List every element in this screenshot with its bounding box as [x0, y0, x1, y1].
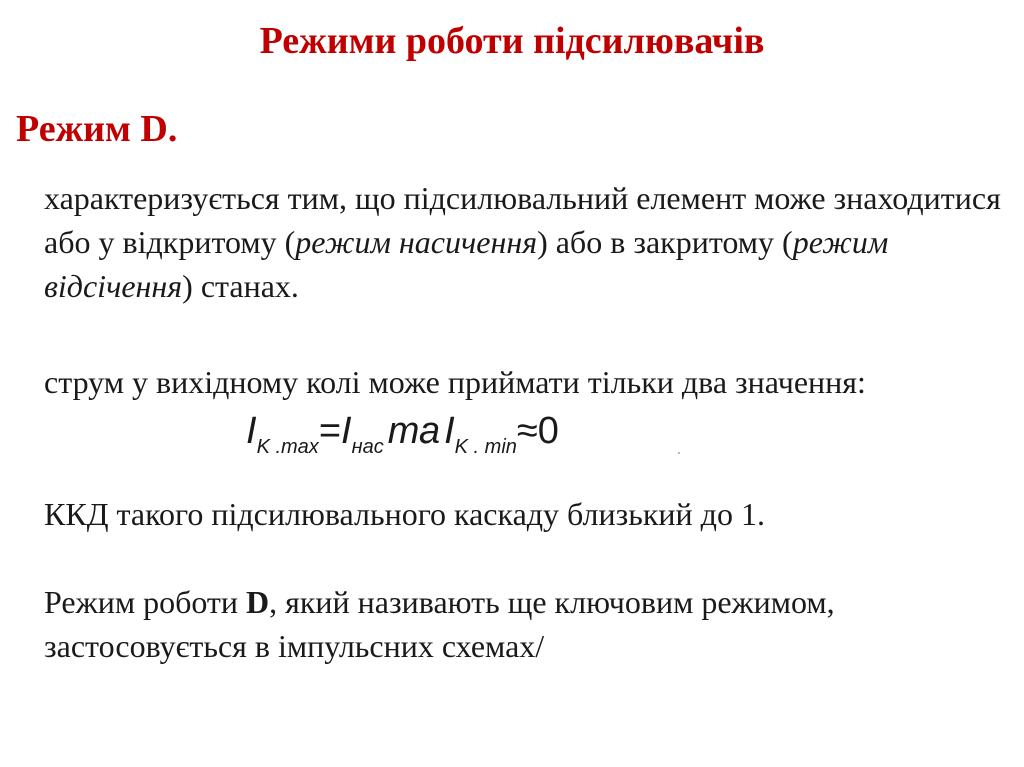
- p4-text-1: Режим роботи: [44, 584, 247, 620]
- p1-text-1: характеризується тим, що підсилювальний елемент може знаходитися або у відкритому (: [44, 180, 1001, 260]
- p4-bold-d: D: [246, 584, 270, 620]
- current-formula: [246, 412, 559, 457]
- p1-text-3: ) станах.: [182, 268, 299, 304]
- formula-sub2: нас: [351, 436, 384, 458]
- p1-text-2: ) або в закритому (: [537, 224, 793, 260]
- slide-title: Режими роботи підсилювачів: [259, 20, 765, 62]
- p4-text-2: , який називають ще ключовим режимом, застосовується в імпульсних схемах/: [44, 584, 835, 664]
- paragraph-efficiency: [44, 492, 1004, 536]
- formula-sub1: K .max: [256, 436, 319, 458]
- p1-italic-saturation: режим насичення: [295, 224, 538, 260]
- paragraph-characteristics: [44, 176, 1004, 308]
- formula-equals: =: [318, 410, 342, 452]
- formula-i3: I: [444, 410, 455, 452]
- p1-italic-cutoff: режим відсічення: [44, 224, 889, 304]
- formula-i2: I: [341, 410, 352, 452]
- p2-text: струм у вихідному колі може приймати тільки два значення:: [44, 364, 866, 400]
- p3-text: ККД такого підсилювального каскаду близький до 1.: [44, 496, 765, 532]
- section-heading: Режим D.: [16, 108, 178, 150]
- formula-and: та: [387, 410, 441, 452]
- paragraph-key-mode: [44, 580, 1004, 668]
- formula-approx: ≈: [516, 410, 538, 452]
- formula-i1: I: [246, 410, 257, 452]
- paragraph-current: [44, 360, 1004, 404]
- formula-zero: 0: [537, 410, 559, 452]
- formula-dot-mark: [678, 452, 680, 454]
- formula-sub3: K . min: [454, 436, 517, 458]
